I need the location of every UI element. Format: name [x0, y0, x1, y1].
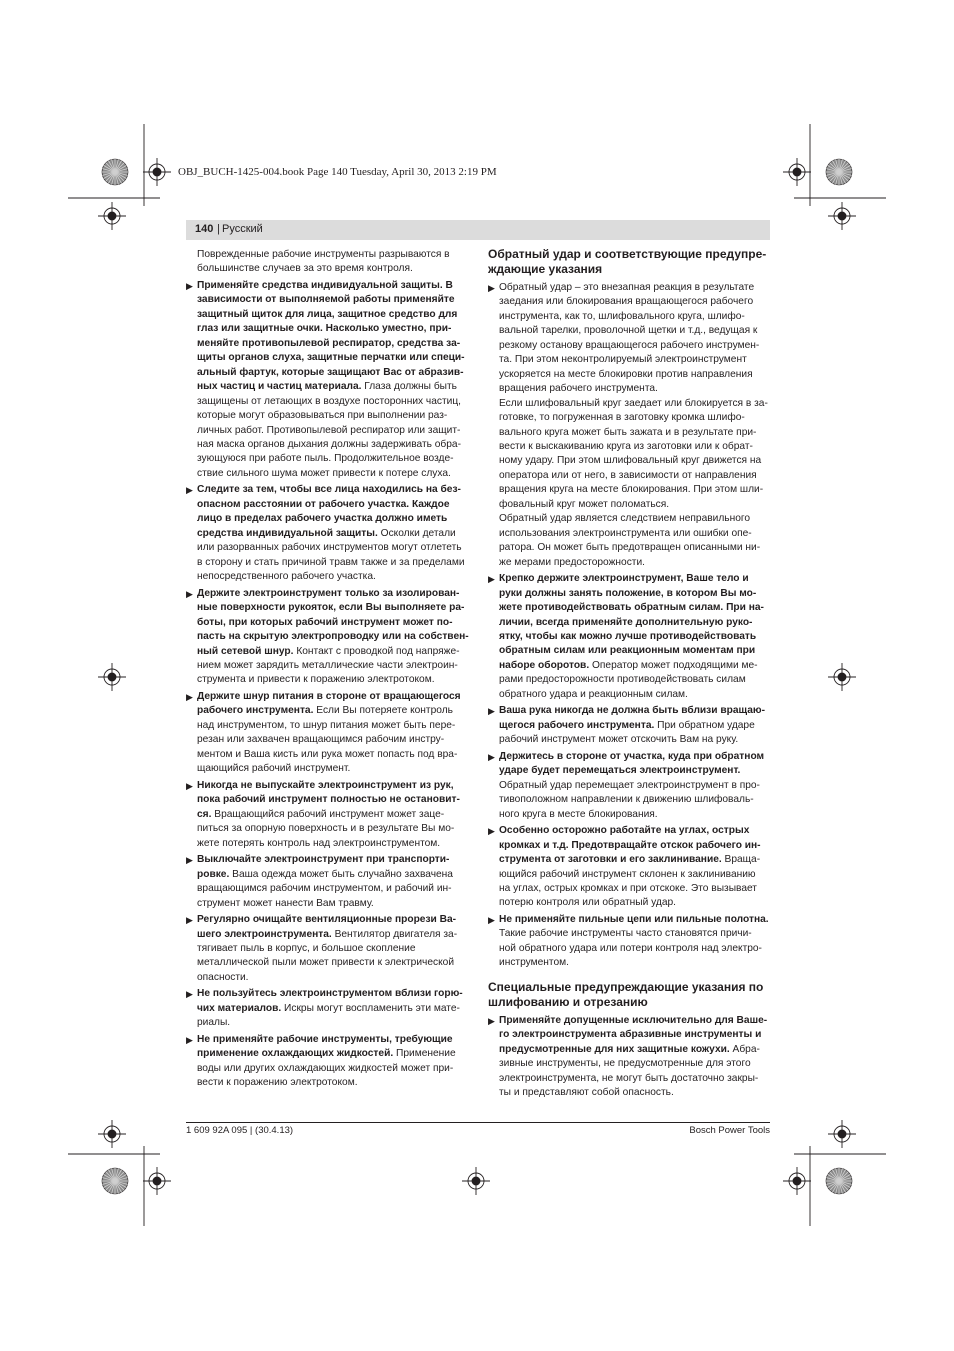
page-number: 140 — [195, 223, 214, 235]
bold-text-run: чих материалов. — [197, 1002, 282, 1014]
text-run: потерю контроля или обратный удар. — [499, 897, 677, 909]
bold-text-run: щегося рабочего инструмента. — [499, 719, 655, 731]
bold-text-run: ся. — [197, 808, 212, 820]
text-run: струмента и привести к поражению электротоком. — [197, 674, 435, 686]
print-info-line: OBJ_BUCH-1425-004.book Page 140 Tuesday, April 30, 2013 2:19 PM — [178, 166, 497, 178]
text-run: зующуюся при работе пыль. Продолжительное возде- — [197, 453, 454, 465]
text-run: металлической пыли может привести к электрической — [197, 957, 455, 969]
bullet-arrow-icon: ▶ — [488, 914, 495, 925]
bold-text-run: Не пользуйтесь электроинструментом вблизи горю- — [197, 988, 463, 1000]
text-run: Такие рабочие инструменты часто становятся причи- — [499, 928, 752, 940]
bullet-arrow-icon: ▶ — [488, 706, 495, 717]
text-run: рабочий инструмент может отскочить Вам на руку. — [499, 734, 739, 746]
bullet-arrow-icon: ▶ — [488, 1015, 495, 1026]
text-run: же мерами предосторожности. — [499, 556, 645, 568]
registration-mark — [828, 663, 856, 691]
text-run: ющийся рабочий инструмент склонен к заклиниванию — [499, 868, 756, 880]
text-run: ментом и Ваша кисть или рука может попасть под вра- — [197, 748, 458, 760]
text-run: Применение — [393, 1048, 456, 1060]
bold-text-run: ные поверхности рукояток, если Вы выполняете ра- — [197, 602, 465, 614]
bold-text-run: рабочего инструмента. — [197, 705, 314, 717]
registration-mark — [98, 202, 126, 230]
text-run: Глаза должны быть — [361, 381, 457, 393]
text-run: ному удару. При этом шлифовальный круг движется на — [499, 455, 762, 467]
bold-text-run: Не применяйте пильные цепи или пильные полотна. — [499, 913, 769, 925]
bold-text-run: Применяйте средства индивидуальной защиты. В — [197, 280, 453, 291]
text-run: в сторону и стать причиной травм также и за пределами — [197, 556, 465, 568]
text-run: вращения рабочего инструмента. — [499, 383, 658, 395]
bullet-arrow-icon: ▶ — [186, 691, 193, 702]
bullet-arrow-icon: ▶ — [186, 989, 193, 1000]
text-run: Специальные предупреждающие указания по — [488, 979, 764, 994]
text-run: Обратный удар является следствием неправильного — [499, 513, 751, 525]
bullet-arrow-icon: ▶ — [488, 283, 495, 293]
color-star-target — [102, 1168, 128, 1194]
bold-text-run: шего электроинструмента. — [197, 928, 332, 940]
bold-text-run: личии, всегда применяйте дополнительную руко- — [499, 616, 753, 628]
text-run: резкому останову вращающегося рабочего инструмен- — [499, 339, 760, 351]
bold-text-run: го электроинструмента абразивные инструменты и — [499, 1029, 762, 1041]
text-run: электроинструмента, не могут быть достаточно закры- — [499, 1072, 759, 1084]
text-run: щающийся рабочий инструмент. — [197, 763, 351, 775]
text-run: жете потерять контроль над электроинструментом. — [197, 837, 441, 849]
bold-text-run: обратным силам или реакционным моментам при — [499, 645, 756, 657]
bullet-arrow-icon: ▶ — [488, 574, 495, 585]
text-run: Оператор может подходящими ме- — [589, 659, 758, 671]
bold-text-run: средства индивидуальной защиты. — [197, 527, 378, 539]
bullet-arrow-icon: ▶ — [186, 915, 193, 926]
footer-document-number: 1 609 92A 095 | (30.4.13) — [186, 1125, 294, 1136]
bold-text-run: ровке. — [197, 868, 230, 880]
text-run: Если шлифовальный круг заедает или блокируется в за- — [499, 397, 768, 409]
text-run: обратного удара и реакционным силам. — [499, 688, 688, 700]
text-run: вальной тарелки, проволочной щетки и т.д., ведущая к — [499, 325, 758, 337]
bullet-arrow-icon: ▶ — [186, 588, 193, 599]
text-run: ждающие указания — [488, 262, 603, 276]
bold-text-run: Следите за тем, чтобы все лица находились на без- — [197, 484, 461, 496]
registration-mark — [783, 158, 811, 186]
bold-text-run: Держите электроинструмент только за изолирован- — [197, 587, 460, 599]
text-run: Вентилятор двигателя за- — [331, 928, 458, 940]
bold-text-run: альный фартук, которые защищают Вас от абразив- — [197, 366, 464, 378]
text-run: вального круга может быть зажата и в результате при- — [499, 426, 757, 438]
text-run: рами предосторожности противодействовать силам — [499, 674, 746, 686]
text-run: питься за опорную поверхность и в результате Вы мо- — [197, 823, 455, 835]
bold-text-run: руки должны занять положение, в котором Вы мо- — [499, 587, 757, 599]
bullet-arrow-icon: ▶ — [488, 751, 495, 762]
registration-mark — [143, 1167, 171, 1195]
text-run: личных работ. Противопылевой респиратор или защит- — [197, 424, 461, 436]
bold-text-run: применение охлаждающих жидкостей. — [197, 1048, 394, 1060]
bold-text-run: ный сетевой шнур. — [197, 645, 294, 657]
bold-text-run: пасть на скрытую электропроводку или на собствен- — [197, 631, 469, 643]
bold-text-run: лицо в пределах рабочего участка должно иметь — [197, 513, 448, 525]
text-run: резан или захвачен вращающимся рабочим инстру- — [197, 734, 445, 746]
bold-text-run: боты, при которых рабочий инструмент может по- — [197, 616, 453, 628]
text-run: большинстве случаев за это время контроля. — [197, 263, 413, 275]
bold-text-run: Ваша рука никогда не должна быть вблизи вращаю- — [499, 705, 765, 717]
bold-text-run: струмента от заготовки и его заклинивание. — [499, 854, 722, 866]
text-run: фовальный круг может поломаться. — [499, 498, 670, 510]
text-run: ствие сильного шума может привести к потере слуха. — [197, 467, 451, 479]
bold-text-run: Никогда не выпускайте электроинструмент из рук, — [197, 779, 454, 791]
bold-text-run: ных частиц и частиц материала. — [197, 381, 362, 393]
bullet-arrow-icon: ▶ — [186, 281, 193, 291]
text-run: которые могут образовываться при выполнении раз- — [197, 410, 448, 422]
bullet-arrow-icon: ▶ — [186, 1034, 193, 1045]
color-star-target — [102, 159, 128, 185]
bold-text-run: Держите шнур питания в стороне от вращающегося — [197, 690, 461, 702]
text-run: Если Вы потеряете контроль — [313, 705, 453, 717]
registration-mark — [98, 663, 126, 691]
text-run: ратора. Он может быть предотвращен описанными ни- — [499, 542, 761, 554]
bold-text-run: опасном расстоянии от рабочего участка. Каждое — [197, 498, 450, 510]
text-run: Враща- — [721, 854, 761, 866]
text-run: инструментом. — [499, 957, 569, 969]
bold-text-run: жете противодействовать обратным силам. При на- — [499, 602, 764, 614]
text-run: или разорванных рабочих инструментов могут отлететь — [197, 542, 462, 554]
bold-text-run: Выключайте электроинструмент при транспорти- — [197, 854, 450, 866]
registration-mark — [143, 158, 171, 186]
text-run: ной обратного удара или потери контроля над электро- — [499, 942, 762, 954]
text-run: воды или других охлаждающих жидкостей может при- — [197, 1062, 454, 1074]
bold-text-run: Особенно осторожно работайте на углах, острых — [499, 825, 750, 837]
bold-text-run: зависимости от выполняемой работы применяйте — [197, 294, 455, 306]
bold-text-run: Применяйте допущенные исключительно для Ваше- — [499, 1014, 768, 1026]
registration-mark — [462, 1167, 490, 1195]
bullet-arrow-icon: ▶ — [488, 826, 495, 837]
text-run: над инструментом, то шнур питания может быть пере- — [197, 719, 456, 731]
text-run: риалы. — [197, 1017, 231, 1029]
text-run: инструмента, как то, шлифовального круга, шлифо- — [499, 310, 745, 322]
bold-text-run: наборе оборотов. — [499, 659, 590, 671]
text-run: тивоположном направлении к движению шлифоваль- — [499, 794, 754, 806]
text-run: готовке, то погруженная в заготовку кромка шлифо- — [499, 412, 745, 424]
text-run: Вращающийся рабочий инструмент может заце- — [211, 808, 445, 820]
registration-mark — [828, 202, 856, 230]
text-run: опасности. — [197, 971, 249, 983]
text-run: Ваша одежда может быть случайно захвачена — [229, 868, 453, 880]
text-run: Искры могут воспламенить эти мате- — [281, 1002, 460, 1014]
registration-mark — [98, 1120, 126, 1148]
text-run: ного круга в месте блокирования. — [499, 808, 658, 820]
header-separator: | — [217, 223, 220, 235]
bullet-arrow-icon: ▶ — [186, 855, 193, 866]
text-run: Обратный удар – это внезапная реакция в результате — [499, 282, 755, 293]
text-run: та. При этом неконтролируемый электроинструмент — [499, 354, 747, 366]
footer-brand: Bosch Power Tools — [689, 1125, 770, 1136]
text-run: Осколки детали — [377, 527, 456, 539]
text-run: Контакт с проводкой под напряже- — [293, 645, 460, 657]
text-run: струмент может нанести Вам травму. — [197, 897, 374, 909]
text-run: шлифованию и отрезанию — [488, 994, 648, 1009]
text-run: нием может зарядить металлические части электроин- — [197, 659, 458, 671]
bold-text-run: меняйте противопылевой респиратор, средства за- — [197, 337, 461, 349]
bold-text-run: глаз или защитные очки. Насколько уместно, при- — [197, 323, 452, 335]
text-run: оператора или от него, в зависимости от направления — [499, 469, 757, 481]
text-run: на углах, острых кромках и при отскоке. Это вызывает — [499, 882, 757, 894]
bold-text-run: Регулярно очищайте вентиляционные прорези Ва- — [197, 914, 457, 926]
bold-text-run: пока рабочий инструмент полностью не остановит- — [197, 794, 460, 806]
text-run: При обратном ударе — [654, 719, 755, 731]
bold-text-run: ятку, чтобы как можно лучше противодействовать — [499, 630, 757, 642]
bold-text-run: Держитесь в стороне от участка, куда при обратном — [499, 750, 765, 762]
text-run: Абра- — [729, 1043, 760, 1055]
text-run: зивные инструменты, не предусмотренные для этого — [499, 1058, 751, 1070]
bullet-arrow-icon: ▶ — [186, 780, 193, 791]
bold-text-run: Крепко держите электроинструмент, Ваше тело и — [499, 573, 749, 585]
color-star-target — [826, 1168, 852, 1194]
bold-text-run: щиты органов слуха, защитные перчатки или специ- — [197, 352, 465, 364]
text-run: использования электроинструмента или ошибки опе- — [499, 527, 752, 539]
bold-text-run: кромках и т.д. Предотвращайте отскок рабочего ин- — [499, 839, 761, 851]
text-run: заедания или блокирования вращающегося рабочего — [499, 296, 754, 308]
bold-text-run: ударе будет перемещаться электроинструмент. — [499, 765, 741, 777]
registration-mark — [828, 1120, 856, 1148]
text-run: ты и представляют собой опасность. — [499, 1087, 674, 1099]
text-run: тягивает пыль в корпус, и большое скопление — [197, 942, 416, 954]
text-run: непосредственного рабочего участка. — [197, 571, 376, 583]
text-run: Обратный удар перемещает электроинструмент в про- — [499, 779, 760, 791]
bold-text-run: предусмотренные для них защитные кожухи. — [499, 1043, 730, 1055]
bold-text-run: Не применяйте рабочие инструменты, требующие — [197, 1033, 453, 1045]
text-run: Поврежденные рабочие инструменты разрываются в — [197, 249, 450, 260]
text-run: вращения круга на месте блокирования. При этом шли- — [499, 484, 764, 496]
bullet-arrow-icon: ▶ — [186, 485, 193, 496]
bold-text-run: защитный щиток для лица, защитное средство для — [197, 308, 458, 320]
header-language: Русский — [222, 223, 263, 235]
text-run: вращающимся рабочим инструментом, и рабочий ин- — [197, 883, 452, 895]
text-run: защищены от летающих в воздухе посторонних частиц, — [197, 395, 462, 407]
text-run: ускоряется на месте блокировки против направления — [499, 368, 753, 380]
color-star-target — [826, 159, 852, 185]
text-run: Обратный удар и соответствующие предупре- — [488, 247, 767, 261]
text-run: ная маска органов дыхания должны задерживать обра- — [197, 438, 461, 450]
text-run: вести к выскакиванию круга из заготовки или к обрат- — [499, 440, 753, 452]
registration-mark — [783, 1167, 811, 1195]
text-run: вести к поражению электротоком. — [197, 1077, 358, 1089]
